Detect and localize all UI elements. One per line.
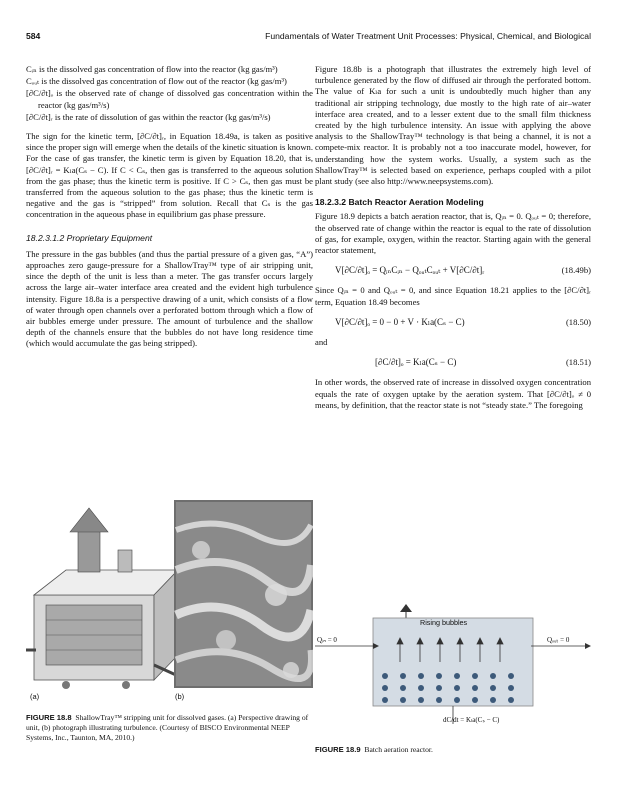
figure-label-b: (b): [175, 692, 185, 701]
qin-label: Qᵢₙ = 0: [317, 636, 337, 644]
rate-equation-label: dC/dt = Kₗa(Cₛ − C): [443, 716, 500, 724]
paragraph-batch-reactor: Figure 18.9 depicts a batch aeration reactor, that is, Qᵢₙ = 0. Qₒᵤₜ = 0; therefore, the observed rate of change within the reactor is equal to the rate of dissolution of gas, for example, oxygen, within the reactor. Starting again with the general reactor statement,: [315, 211, 591, 256]
subsection-heading-batch: 18.2.3.2 Batch Reactor Aeration Modeling: [315, 197, 484, 208]
rising-bubbles-label: Rising bubbles: [420, 618, 468, 627]
equation-body: [∂C/∂t]ₒ = Kₗa(Cₛ − C): [375, 357, 457, 368]
figure-18-9-diagram: [315, 604, 591, 744]
text-and: and: [315, 337, 328, 348]
page-header: [26, 31, 591, 41]
paragraph-since: Since Qᵢₙ = 0 and Qₒᵤₜ = 0, and since Equation 18.21 applies to the [∂C/∂t]ᵣ term, Equation 18.49 becomes: [315, 285, 591, 307]
caption-text: Batch aeration reactor.: [364, 745, 433, 754]
figure-18-8-svg: [26, 500, 313, 710]
definition-cout: Cₒᵤₜ is the dissolved gas concentration of flow out of the reactor (kg gas/m³): [26, 76, 287, 87]
definition-observed-rate: [∂C/∂t]ₒ is the observed rate of change of dissolved gas concentration within the reactor (kg gas/m³/s): [26, 88, 313, 110]
figure-18-8-images: [26, 500, 313, 710]
equation-number: (18.50): [565, 316, 591, 327]
equation-number: (18.51): [565, 357, 591, 368]
page-number: 584: [26, 31, 41, 41]
book-title: Fundamentals of Water Treatment Unit Processes: Physical, Chemical, and Biological: [265, 31, 591, 41]
caption-text: ShallowTray™ stripping unit for dissolved gases. (a) Perspective drawing of unit, (b) photograph illustrating turbulence. (Courtesy of BISCO Environmental NEEP Systems, Inc., Taunton, MA, 2010.): [26, 713, 309, 742]
equation-body: V[∂C/∂t]ₒ = 0 − 0 + V · Kₗa(Cₛ − C): [335, 316, 465, 327]
shallowtray-drawing: [26, 508, 178, 689]
paragraph-observed-rate: In other words, the observed rate of increase in dissolved oxygen concentration equals the rate of oxygen uptake by the aeration system. That [∂C/∂t]ₒ ≠ 0 means, by definition, that the reactor state is not “steady state.” The foregoing: [315, 377, 591, 410]
right-column: [315, 64, 591, 411]
caption-label: FIGURE 18.8: [26, 713, 72, 722]
paragraph-kinetic-sign: The sign for the kinetic term, [∂C/∂t]ᵣ, in Equation 18.49a, is taken as positive since the proper sign will emerge when the details of the kinetic situation is known. For the case of gas transfer, the kinetic term is given by Equation 18.20, that is, [∂C/∂t]ᵣ = Kₗa(Cₛ − C). If C < Cₛ, then gas is transferred to the aqueous solution from the gas phase; thus the kinetic term is positive. If C > Cₛ, then gas must be transferred from the aqueous solution to the gas phase; thus the kinetic term is negative and the gas is “stripped” from solution. Recall that Cₛ is the gas concentration in the aqueous phase in equilibrium gas phase pressure.: [26, 131, 313, 220]
definition-dissolution-rate: [∂C/∂t]ᵣ is the rate of dissolution of gas within the reactor (kg gas/m³/s): [26, 111, 271, 122]
reactor-tank: [373, 618, 533, 706]
equation-number: (18.49b): [561, 265, 591, 276]
figure-label-a: (a): [30, 692, 40, 701]
caption-label: FIGURE 18.9: [315, 745, 361, 754]
left-column: [26, 64, 313, 350]
equation-18-51: [315, 357, 591, 368]
equation-body: V[∂C/∂t]ₒ = QᵢₙCᵢₙ − QₒᵤₜCₒᵤₜ + V[∂C/∂t]ᵣ: [335, 265, 485, 276]
paragraph-shallowtray: The pressure in the gas bubbles (and thus the partial pressure of a given gas, “A”) approaches zero gauge-pressure for a ShallowTray™ type of air stripping unit, since the depth of the unit is less than a meter. The gas transfer occurs largely across the large air–water interface area created and the evident high turbulence intensity. Figure 18.8a is a perspective drawing of a unit, which consists of a flow of water through open channels over a perforated bottom through which a flow of air bubbles emerge under pressure. The amount of turbulence and the shallow depth of the channels ensure that the bubbles do not have long residence time (which would accumulate the gas being stripped).: [26, 248, 313, 349]
paragraph-photograph: Figure 18.8b is a photograph that illustrates the extremely high level of turbulence generated by the flow of diffused air through the perforated bottom. The value of Kₗa for such a unit is undoubtedly much higher than any traditional air stripping technology, due mostly to the high rate of air–water interface area created, and to a lesser extent due to the small film thickness created by the high turbulence intensity. An issue with applying the above analysis to the ShallowTray™ technology is that being a channel, it is not a compete-mix reactor. It is probably not a too inaccurate model, however, for understanding how the system works. Usually, a system such as the ShallowTray™ is selected based on experience, perhaps coupled with a pilot plant study (see also http://www.neepsystems.com).: [315, 64, 591, 187]
equation-18-49b: [315, 265, 591, 276]
definition-cin: Cᵢₙ is the dissolved gas concentration of flow into the reactor (kg gas/m³): [26, 64, 278, 74]
figure-18-8-caption: [26, 713, 313, 743]
qout-label: Qₒᵤₜ = 0: [547, 636, 570, 644]
turbulence-photograph: [174, 500, 313, 688]
equation-18-50: [315, 317, 591, 328]
figure-18-9-caption: [315, 745, 591, 755]
subsection-heading-proprietary: 18.2.3.1.2 Proprietary Equipment: [26, 232, 153, 243]
